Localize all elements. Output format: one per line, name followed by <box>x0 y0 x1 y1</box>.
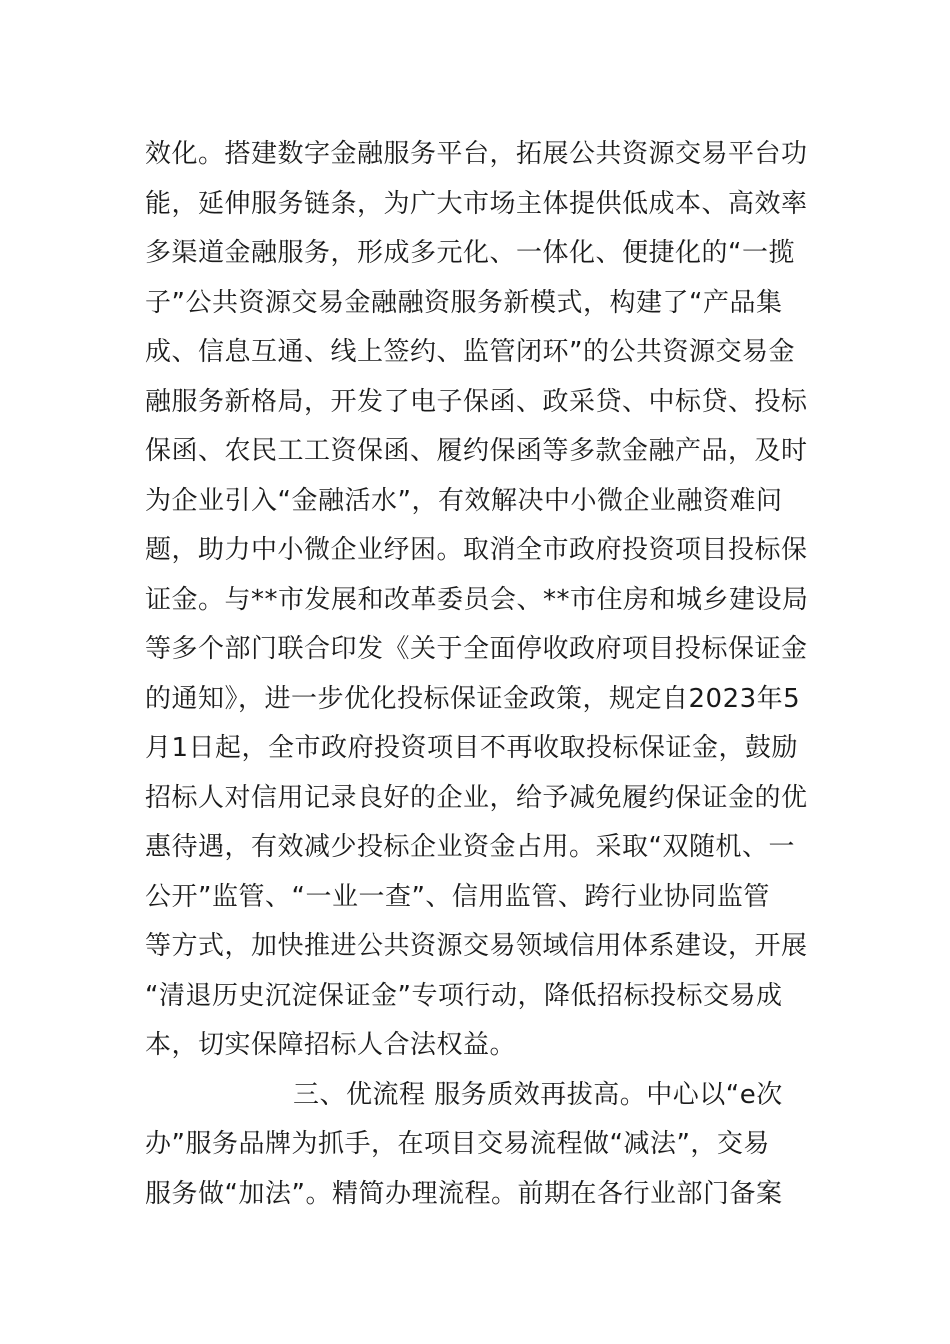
text-line: 证金。与**市发展和改革委员会、**市住房和城乡建设局 <box>145 584 809 615</box>
text-line: 融服务新格局，开发了电子保函、政采贷、中标贷、投标 <box>145 386 808 417</box>
text-line: 惠待遇，有效减少投标企业资金占用。采取“双随机、一 <box>145 832 795 862</box>
text-line: 招标人对信用记录良好的企业，给予减免履约保证金的优 <box>145 782 808 813</box>
text-line: 成、信息互通、线上签约、监管闭环”的公共资源交易金 <box>145 337 795 367</box>
text-line: 月1日起，全市政府投资项目不再收取投标保证金，鼓励 <box>145 733 799 763</box>
text-line: 效化。搭建数字金融服务平台，拓展公共资源交易平台功 <box>145 139 808 169</box>
text-line: 为企业引入“金融活水”，有效解决中小微企业融资难问 <box>145 485 783 516</box>
section-heading-line: 三、优流程 服务质效再拔高。中心以“e次 <box>293 1079 783 1110</box>
text-line: 公开”监管、“一业一查”、信用监管、跨行业协同监管 <box>145 881 770 912</box>
text-line: 服务做“加法”。精简办理流程。前期在各行业部门备案 <box>145 1178 783 1209</box>
text-line: 子”公共资源交易金融融资服务新模式，构建了“产品集 <box>145 287 783 318</box>
text-line: 办”服务品牌为抓手，在项目交易流程做“减法”，交易 <box>145 1129 770 1159</box>
text-line: “清退历史沉淀保证金”专项行动，降低招标投标交易成 <box>145 980 783 1011</box>
text-line: 保函、农民工工资保函、履约保函等多款金融产品，及时 <box>145 436 808 466</box>
text-line: 本，切实保障招标人合法权益。 <box>145 1030 517 1060</box>
text-line: 能，延伸服务链条，为广大市场主体提供低成本、高效率 <box>145 188 808 219</box>
text-line: 题，助力中小微企业纾困。取消全市政府投资项目投标保 <box>145 535 808 565</box>
text-line: 多渠道金融服务，形成多元化、一体化、便捷化的“一揽 <box>145 238 795 268</box>
text-line: 等方式，加快推进公共资源交易领域信用体系建设，开展 <box>145 931 808 961</box>
body-text <box>145 130 810 1219</box>
text-line: 等多个部门联合印发《关于全面停收政府项目投标保证金 <box>145 634 808 664</box>
text-line: 的通知》，进一步优化投标保证金政策，规定自2023年5 <box>145 683 801 714</box>
